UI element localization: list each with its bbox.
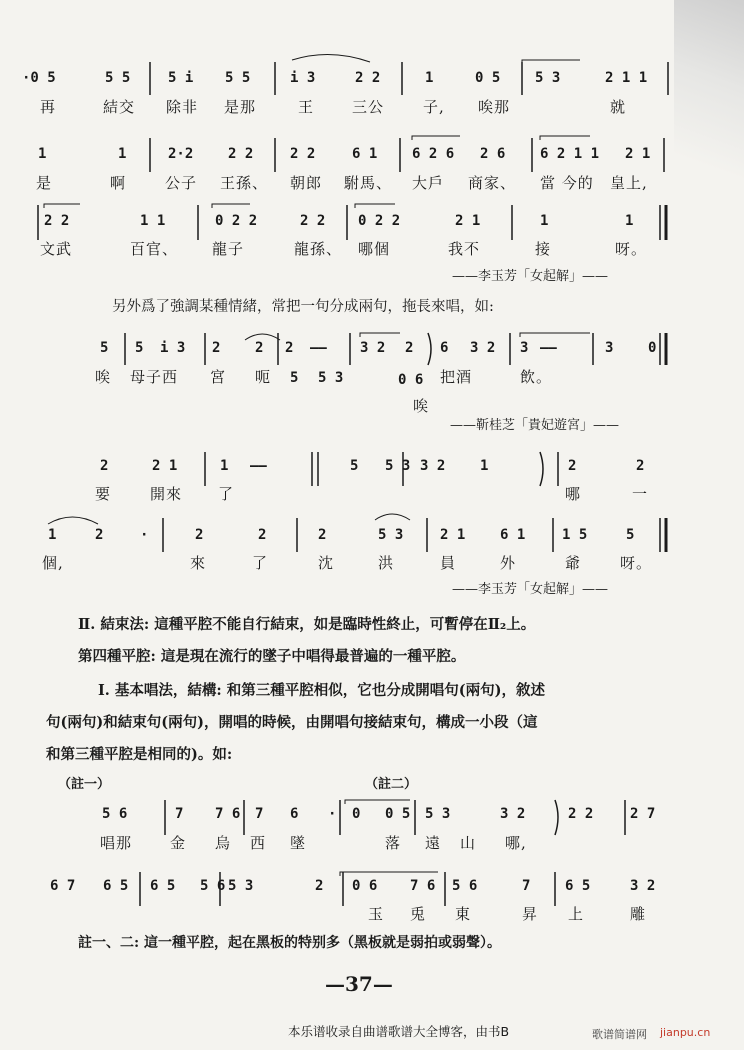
s2-n9: 6 [440, 340, 449, 356]
s1-r3-l0: 文武 [40, 240, 73, 258]
s4-r2-n8: 5 6 [452, 878, 478, 894]
s4-r2-n1: 6 5 [103, 878, 129, 894]
s1-r3-l4: 哪個 [358, 240, 391, 258]
s4-note-1: （註一） [58, 777, 111, 792]
s2-inner-n2: 0 6 [398, 372, 424, 388]
s1-r3-n7: 1 [625, 213, 634, 229]
s4-r1-l1: 金 [170, 834, 187, 852]
s3-r1-n6: 3 2 [420, 458, 446, 474]
s4-r2-n7: 7 6 [410, 878, 436, 894]
s1-r3-l3: 龍孫、 [294, 240, 343, 258]
s4-r2-l3: 昇 [522, 905, 539, 923]
s2-inner-n1: 5 3 [318, 370, 344, 386]
s1-r2-l5: 駙馬、 [344, 174, 393, 192]
s2-n14: 0 [648, 340, 657, 356]
s1-r1-l7: 唉那 [478, 98, 511, 116]
s1-r3-n3: 2 2 [300, 213, 326, 229]
s2-n2: i 3 [160, 340, 186, 356]
s4-r1-n8: 5 3 [425, 806, 451, 822]
s1-r3-n5: 2 1 [455, 213, 481, 229]
s1-r2-n9: 2 1 [625, 146, 651, 162]
s1-r2-l4: 朝郎 [290, 174, 323, 192]
s1-r2-n8: 6 2 1 1 [540, 146, 600, 162]
s4-r2-n9: 7 [522, 878, 531, 894]
s1-r1-n5: 2 2 [355, 70, 381, 86]
s4-r1-n0: 5 6 [102, 806, 128, 822]
s1-r1-l8: 就 [610, 98, 627, 116]
s2-n3: 2 [212, 340, 221, 356]
s1-r1-l6: 子, [423, 98, 445, 116]
s2-l6: 唉 [413, 397, 430, 415]
s2-n13: 3 [605, 340, 614, 356]
s2-n4: 2 [255, 340, 264, 356]
s1-r1-n6: 1 [425, 70, 434, 86]
s2-n12: —— [540, 340, 557, 356]
s2-n11: 3 [520, 340, 529, 356]
s2-n0: 5 [100, 340, 109, 356]
s3-r2-n0: 1 [48, 527, 57, 543]
s4-r2-l4: 上 [568, 905, 585, 923]
s2-l2: 宮 [210, 368, 227, 386]
para-1: 另外爲了強調某種情緒，常把一句分成兩句，拖長來唱，如: [112, 299, 494, 315]
s1-r1-l4: 王 [298, 98, 315, 116]
s1-r1-n1: 5 5 [105, 70, 131, 86]
s1-r2-n3: 2 2 [228, 146, 254, 162]
s4-r2-l0: 玉 [368, 905, 385, 923]
s3-r2-l1: 來 [190, 554, 207, 572]
s1-r2-n5: 6 1 [352, 146, 378, 162]
s1-r2-n7: 2 6 [480, 146, 506, 162]
s4-r2-l5: 雕 [630, 905, 647, 923]
s4-r2-l1: 兎 [410, 905, 427, 923]
s1-r1-n7: 0 5 [475, 70, 501, 86]
s3-r2-n5: 2 [318, 527, 327, 543]
s4-r1-l8: 哪, [505, 834, 527, 852]
s1-r3-n4: 0 2 2 [358, 213, 401, 229]
watermark-site-name: 歌谱简谱网 [592, 1028, 647, 1041]
para-3: 第四種平腔: 這是現在流行的墜子中唱得最普遍的一種平腔。 [78, 648, 466, 665]
s1-r2-n1: 1 [118, 146, 127, 162]
s4-r1-l2: 烏 [215, 834, 232, 852]
s1-r3-n6: 1 [540, 213, 549, 229]
s2-l3: 呃 [255, 368, 272, 386]
s1-r1-l1: 結交 [103, 98, 136, 116]
page-number: —37— [325, 972, 393, 996]
s4-r1-n7: 0 5 [385, 806, 411, 822]
s3-r2-n10: 5 [626, 527, 635, 543]
s1-r3-l5: 我不 [448, 240, 481, 258]
s3-r1-l2: 了 [218, 485, 235, 503]
s3-r1-n0: 2 [100, 458, 109, 474]
s1-credit: ——李玉芳「女起解」—— [452, 269, 609, 284]
para-4a: Ⅰ. 基本唱法，結構: 和第三種平腔相似，它也分成開唱句(兩句)，敘述 [98, 682, 545, 699]
footnote: 註一、二: 這一種平腔，起在黑板的特别多（黑板就是弱拍或弱聲）。 [78, 935, 502, 951]
s4-r1-n4: 6 [290, 806, 299, 822]
s1-r2-l3: 王孫、 [220, 174, 269, 192]
s3-r2-l7: 爺 [565, 554, 582, 572]
s4-r1-l4: 墜 [290, 834, 307, 852]
s1-r1-l0: 再 [40, 98, 57, 116]
s4-r1-l7: 山 [460, 834, 477, 852]
watermark-site-url: jianpu.cn [660, 1026, 711, 1039]
s3-r2-n1: 2 [95, 527, 104, 543]
s4-r2-n6: 0 6 [352, 878, 378, 894]
para-2: Ⅱ. 結束法: 這種平腔不能自行結束，如是臨時性終止，可暫停在Ⅱ₂上。 [78, 616, 536, 633]
scan-shadow [674, 0, 744, 200]
s3-r2-n7: 2 1 [440, 527, 466, 543]
s4-r2-n3: 5 6 [200, 878, 226, 894]
s1-r2-l1: 啊 [110, 174, 127, 192]
s3-r1-n9: 2 [636, 458, 645, 474]
s3-r1-n3: —— [250, 458, 267, 474]
s1-r1-l5: 三公 [352, 98, 385, 116]
para-4b: 句(兩句)和結束句(兩句)，開唱的時候，由開唱句接結束句，構成一小段（這 [46, 714, 538, 731]
s1-r2-n4: 2 2 [290, 146, 316, 162]
s3-r2-l5: 員 [440, 554, 457, 572]
s3-r1-n2: 1 [220, 458, 229, 474]
s4-r1-l6: 遠 [425, 834, 442, 852]
s1-r3-l1: 百官、 [130, 240, 179, 258]
s3-r2-n8: 6 1 [500, 527, 526, 543]
s4-r1-n5: · [328, 806, 337, 822]
s1-r1-n4: i 3 [290, 70, 316, 86]
s2-n6: —— [310, 340, 327, 356]
s4-r2-n4: 5 3 [228, 878, 254, 894]
s1-r3-l6: 接 [535, 240, 552, 258]
s1-r2-n0: 1 [38, 146, 47, 162]
s1-r2-n6: 6 2 6 [412, 146, 455, 162]
s3-r2-n9: 1 5 [562, 527, 588, 543]
s3-r1-n8: 2 [568, 458, 577, 474]
s3-r2-l4: 洪 [378, 554, 395, 572]
s1-r2-l7: 商家、 [468, 174, 517, 192]
s4-r1-n3: 7 [255, 806, 264, 822]
s4-r1-n6: 0 [352, 806, 361, 822]
s4-r2-n0: 6 7 [50, 878, 76, 894]
s1-r3-l7: 呀。 [615, 240, 648, 258]
s1-r3-n2: 0 2 2 [215, 213, 258, 229]
s4-note-2: （註二） [365, 777, 418, 792]
s3-r1-n4: 5 [350, 458, 359, 474]
s3-r2-n4: 2 [258, 527, 267, 543]
s3-r2-l3: 沈 [318, 554, 335, 572]
s1-r1-n2: 5 i [168, 70, 194, 86]
s3-r1-l1: 開來 [150, 485, 183, 503]
s2-l0: 唉 [95, 368, 112, 386]
s2-n1: 5 [135, 340, 144, 356]
s3-r2-l8: 呀。 [620, 554, 653, 572]
s1-r2-l6: 大戶 [412, 174, 445, 192]
s3-r2-n2: · [140, 527, 149, 543]
s1-r3-l2: 龍子 [212, 240, 245, 258]
s3-r1-l4: 一 [632, 485, 649, 503]
s3-r2-l0: 個, [42, 554, 64, 572]
s1-r2-l0: 是 [36, 174, 53, 192]
s2-credit: ——靳桂芝「貴妃遊宮」—— [450, 418, 620, 433]
s4-r2-n2: 6 5 [150, 878, 176, 894]
s3-credit: ——李玉芳「女起解」—— [452, 582, 609, 597]
s3-r2-n3: 2 [195, 527, 204, 543]
s2-l1: 母子西 [130, 368, 179, 386]
s1-r2-l2: 公子 [165, 174, 198, 192]
s2-n10: 3 2 [470, 340, 496, 356]
s1-r1-n0: ·0 5 [22, 70, 56, 86]
s3-r1-l0: 要 [95, 485, 112, 503]
s4-r2-l2: 東 [455, 905, 472, 923]
s1-r1-l3: 是那 [224, 98, 257, 116]
s3-r1-n5: 5 3 [385, 458, 411, 474]
s2-n7: 3 2 [360, 340, 386, 356]
s1-r1-n9: 2 1 1 [605, 70, 648, 86]
s2-n5: 2 [285, 340, 294, 356]
s1-r1-n3: 5 5 [225, 70, 251, 86]
s2-n8: 2 [405, 340, 414, 356]
s3-r1-n7: 1 [480, 458, 489, 474]
s1-r1-n8: 5 3 [535, 70, 561, 86]
s2-l4: 把酒 [440, 368, 473, 386]
s2-inner-n0: 5 [290, 370, 299, 386]
s4-r2-n10: 6 5 [565, 878, 591, 894]
s1-r1-l2: 除非 [166, 98, 199, 116]
s3-r2-l6: 外 [500, 554, 517, 572]
s1-r2-n2: 2·2 [168, 146, 194, 162]
s2-l5: 飲。 [520, 368, 553, 386]
s4-r1-l3: 西 [250, 834, 267, 852]
s3-r2-l2: 了 [252, 554, 269, 572]
s1-r3-n1: 1 1 [140, 213, 166, 229]
s4-r2-n11: 3 2 [630, 878, 656, 894]
s1-r2-l8: 當 今的 [540, 174, 594, 192]
s4-r2-n5: 2 [315, 878, 324, 894]
s4-r1-n11: 2 7 [630, 806, 656, 822]
s1-r2-l9: 皇上, [610, 174, 648, 192]
s4-r1-n1: 7 [175, 806, 184, 822]
s4-r1-n2: 7 6 [215, 806, 241, 822]
s4-r1-n10: 2 2 [568, 806, 594, 822]
s1-r3-n0: 2 2 [44, 213, 70, 229]
s4-r1-n9: 3 2 [500, 806, 526, 822]
s4-r1-l5: 落 [385, 834, 402, 852]
s3-r1-l3: 哪 [565, 485, 582, 503]
para-4c: 和第三種平腔是相同的)。如: [46, 746, 233, 763]
s3-r1-n1: 2 1 [152, 458, 178, 474]
watermark-text: 本乐谱收录自曲谱歌谱大全博客，由书B [288, 1024, 510, 1039]
s4-r1-l0: 唱那 [100, 834, 133, 852]
s3-r2-n6: 5 3 [378, 527, 404, 543]
